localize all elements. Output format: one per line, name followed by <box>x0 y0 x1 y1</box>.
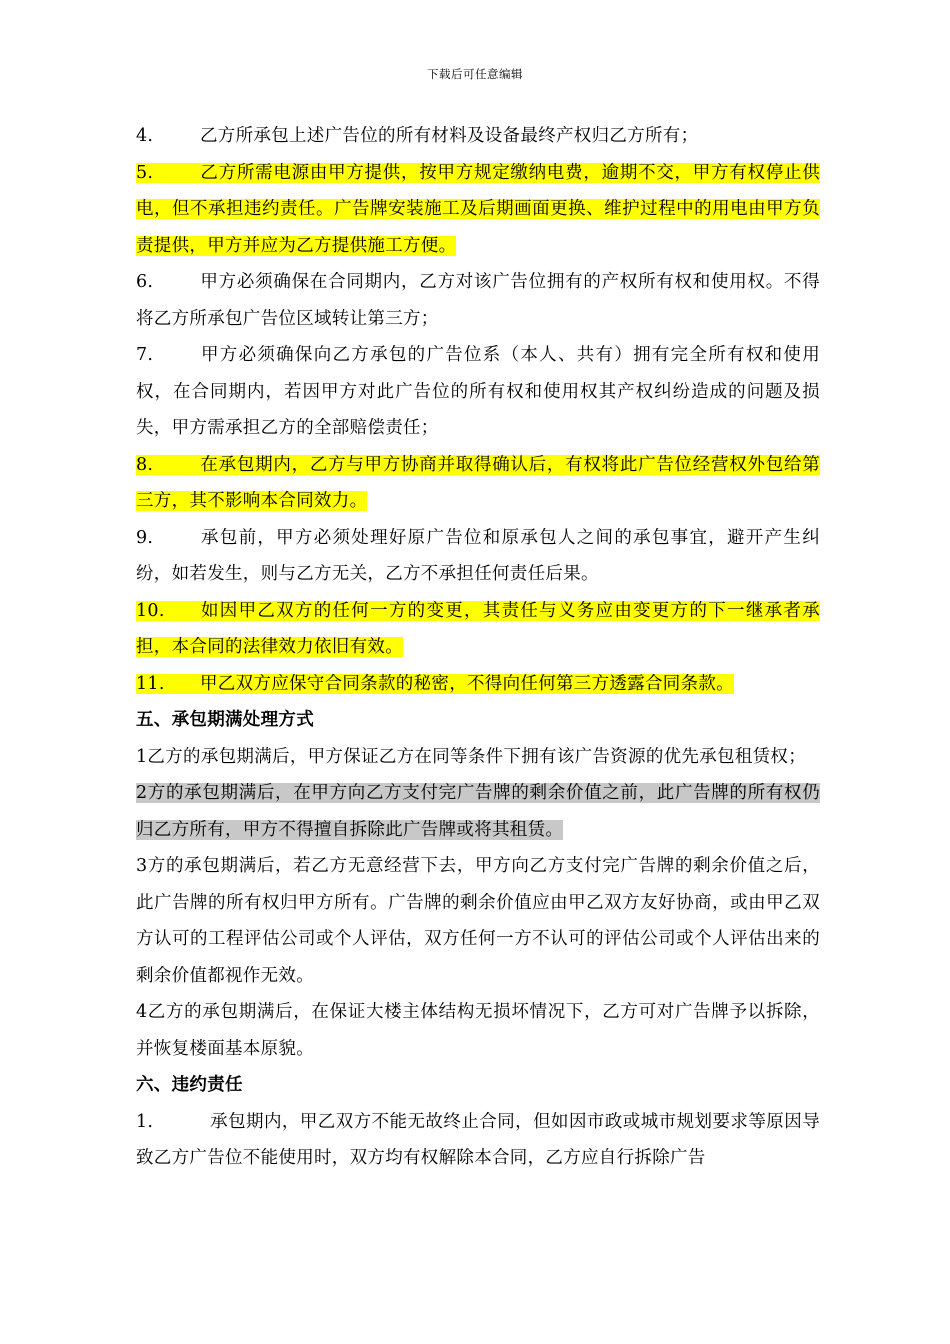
clause-number: 9. <box>136 527 154 548</box>
clause-number: 4. <box>136 126 154 146</box>
clause-text: 乙方所承包上述广告位的所有材料及设备最终产权归乙方所有； <box>200 126 699 146</box>
section-6-item-1 <box>130 1104 820 1177</box>
section-5-item-3: 3方的承包期满后，若乙方无意经营下去，甲方向乙方支付完广告牌的剩余价值之后，此广告牌的所有权归甲方所有。广告牌的剩余价值应由甲乙双方友好协商，或由甲乙双方认可的工程评估公司或个人评估，双方任何一方不认可的评估公司或个人评估出来的剩余价值都视作无效。 <box>136 856 820 986</box>
section-5-item-4: 4乙方的承包期满后，在保证大楼主体结构无损坏情况下，乙方可对广告牌予以拆除，并恢复楼面基本原貌。 <box>136 1002 820 1059</box>
section-5-item-1: 1乙方的承包期满后，甲方保证乙方在同等条件下拥有该广告资源的优先承包租赁权； <box>136 746 807 767</box>
clause-9 <box>130 520 820 593</box>
clause-text: 甲方必须确保在合同期内，乙方对该广告位拥有的产权所有权和使用权。不得将乙方所承包广告位区域转让第三方； <box>136 272 820 329</box>
clause-text: 在承包期内，乙方与甲方协商并取得确认后，有权将此广告位经营权外包给第三方，其不影响本合同效力。 <box>136 454 820 511</box>
clause-text: 甲乙双方应保守合同条款的秘密，不得向任何第三方透露合同条款。 <box>200 673 734 694</box>
clause-number: 6. <box>136 272 154 292</box>
clause-number: 11. <box>136 673 165 694</box>
page-header-note: 下载后可任意编辑 <box>427 67 523 81</box>
clause-text: 乙方所需电源由甲方提供，按甲方规定缴纳电费，逾期不交，甲方有权停止供电，但不承担违约责任。广告牌安装施工及后期画面更换、维护过程中的用电由甲方负责提供，甲方并应为乙方提供施工方便。 <box>136 162 820 256</box>
clause-number: 5. <box>136 162 154 183</box>
clause-6 <box>130 264 820 337</box>
clause-text: 承包期内，甲乙双方不能无故终止合同，但如因市政或城市规划要求等原因导致乙方广告位不能使用时，双方均有权解除本合同，乙方应自行拆除广告 <box>136 1111 820 1168</box>
clause-number: 8. <box>136 454 154 475</box>
clause-text: 承包前，甲方必须处理好原广告位和原承包人之间的承包事宜，避开产生纠纷，如若发生，则与乙方无关，乙方不承担任何责任后果。 <box>136 527 820 584</box>
clause-4 <box>130 118 820 155</box>
clause-number: 10. <box>136 600 165 621</box>
section-5-item-2-text: 2方的承包期满后，在甲方向乙方支付完广告牌的剩余价值之前，此广告牌的所有权仍归乙方所有，甲方不得擅自拆除此广告牌或将其租赁。 <box>136 783 820 840</box>
clause-text: 如因甲乙双方的任何一方的变更，其责任与义务应由变更方的下一继承者承担，本合同的法律效力依旧有效。 <box>136 600 820 657</box>
clause-11 <box>130 666 820 703</box>
clause-5 <box>130 155 820 265</box>
clause-8 <box>130 447 820 520</box>
clause-number: 7. <box>136 345 154 365</box>
clause-text: 甲方必须确保向乙方承包的广告位系（本人、共有）拥有完全所有权和使用权，在合同期内，若因甲方对此广告位的所有权和使用权其产权纠纷造成的问题及损失，甲方需承担乙方的全部赔偿责任； <box>136 345 820 438</box>
section-5-item-2 <box>130 775 820 848</box>
clause-7 <box>130 337 820 447</box>
clause-number: 1. <box>136 1111 154 1132</box>
document-body <box>130 118 820 1177</box>
section-6-title: 六、违约责任 <box>136 1075 243 1095</box>
clause-10 <box>130 593 820 666</box>
section-5-title: 五、承包期满处理方式 <box>136 710 314 730</box>
